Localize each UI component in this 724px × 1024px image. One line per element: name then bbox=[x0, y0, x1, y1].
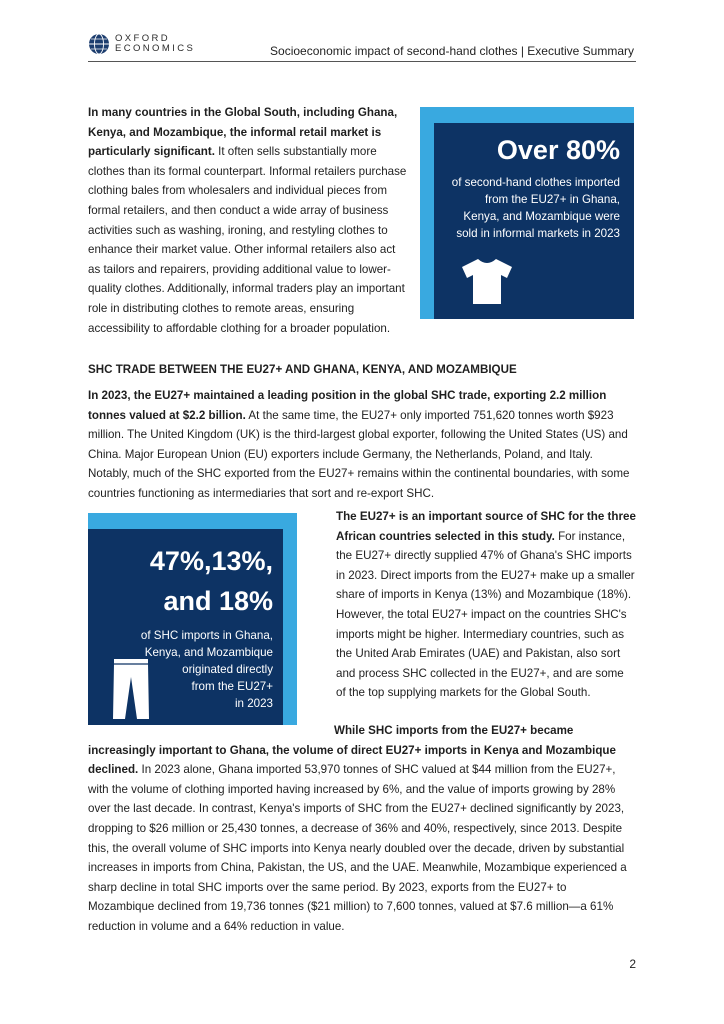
header-divider bbox=[88, 61, 636, 62]
page-number: 2 bbox=[629, 957, 636, 971]
source-bold: The EU27+ is an important source of SHC for the three African countries selected in this study. bbox=[336, 510, 636, 543]
caption-line: originated directly bbox=[182, 663, 273, 676]
informal-markets-callout bbox=[420, 107, 634, 319]
logo-line-2: ECONOMICS bbox=[115, 43, 196, 54]
source-paragraph bbox=[336, 507, 636, 703]
caption-line: Kenya, and Mozambique bbox=[144, 646, 273, 659]
intro-text: It often sells substantially more clothes than its formal counterpart. Informal retailers purchase clothing bales from wholesalers and individual pieces from formal retailers, and then conduct a wide array of business activities such as washing, ironing, and restyling clothes to enhance their market value. Other informal retailers also act as tailors and repairers, providing additional value to lower-quality clothes. Additionally, informal traders play an important role in distributing clothes to remote areas, ensuring accessibility to affordable clothing for a broader population. bbox=[88, 145, 407, 335]
caption-line: of SHC imports in Ghana, bbox=[140, 629, 273, 642]
import-shares-callout bbox=[88, 513, 297, 725]
imports-text: In 2023 alone, Ghana imported 53,970 tonnes of SHC valued at $44 million from the EU27+, with the volume of clothing imported having increased by 6%, and the value of imports growing by 28% over the last decade. In contrast, Kenya's imports of SHC from the EU27+ declined significantly by 2023, dropping to $26 million or 25,430 tonnes, a decrease of 36% and 40%, respectively, since 2013. Despite this, the overall volume of SHC imports into Kenya nearly doubled over the decade, driven by substantial increases in imports from China, Pakistan, the US, and the UAE. Meanwhile, Mozambique experienced a sharp decline in total SHC imports over the same period. By 2023, exports from the EU27+ to Mozambique declined from 19,736 tonnes ($21 million) to 7,600 tonnes, valued at $7.6 million—a 61% reduction in volume and a 64% reduction in value. bbox=[88, 763, 627, 933]
callout-headline: Over 80% bbox=[496, 135, 620, 165]
imports-paragraph bbox=[88, 721, 636, 937]
logo-line-1: OXFORD bbox=[115, 33, 171, 44]
trade-text: At the same time, the EU27+ only imported 751,620 tonnes worth $923 million. The United Kingdom (UK) is the third-largest global exporter, following the United States (US) and China. Major European Union (EU) exporters include Germany, the Netherlands, Poland, and Italy. Notably, much of the SHC exported from the EU27+ remains within the continental boundaries, with some countries functioning as intermediaries that sort and re-export SHC. bbox=[88, 408, 630, 500]
callout-panel bbox=[88, 529, 283, 725]
globe-icon bbox=[88, 33, 110, 55]
oxford-economics-logo bbox=[88, 33, 195, 55]
trousers-icon bbox=[112, 657, 150, 721]
trade-paragraph bbox=[88, 386, 636, 504]
intro-paragraph bbox=[88, 103, 410, 338]
caption-line: from the EU27+ bbox=[191, 680, 273, 693]
caption-line: in 2023 bbox=[234, 697, 273, 710]
source-text: For instance, the EU27+ directly supplied 47% of Ghana's SHC imports in 2023. Direct imports from the EU27+ make up a smaller share of imports in Kenya (13%) and Mozambique (18%). However, the total EU27+ impact on the countries SHC's imports might be higher. Intermediary countries, such as the United Arab Emirates (UAE) and Pakistan, also sort and process SHC collected in the EU27+, and are some of the top supplying markets for the Global South. bbox=[336, 529, 635, 700]
section-heading: SHC TRADE BETWEEN THE EU27+ AND GHANA, KENYA, AND MOZAMBIQUE bbox=[88, 363, 517, 376]
callout-headline: 47%,13%, and 18% bbox=[149, 546, 273, 616]
t-shirt-icon bbox=[460, 257, 514, 305]
callout-caption: of second-hand clothes imported from the EU27+ in Ghana, Kenya, and Mozambique were sold in informal markets in 2023 bbox=[451, 176, 620, 240]
trade-bold: In 2023, the EU27+ maintained a leading position in the global SHC trade, exporting 2.2 million tonnes valued at $2.2 billion. bbox=[88, 389, 607, 422]
header-title: Socioeconomic impact of second-hand clothes | Executive Summary bbox=[270, 44, 634, 58]
intro-bold: In many countries in the Global South, including Ghana, Kenya, and Mozambique, the informal retail market is particularly significant. bbox=[88, 106, 398, 159]
imports-bold: While SHC imports from the EU27+ became increasingly important to Ghana, the volume of direct EU27+ imports in Kenya and Mozambique declined. bbox=[88, 724, 616, 777]
callout-panel bbox=[434, 123, 634, 319]
